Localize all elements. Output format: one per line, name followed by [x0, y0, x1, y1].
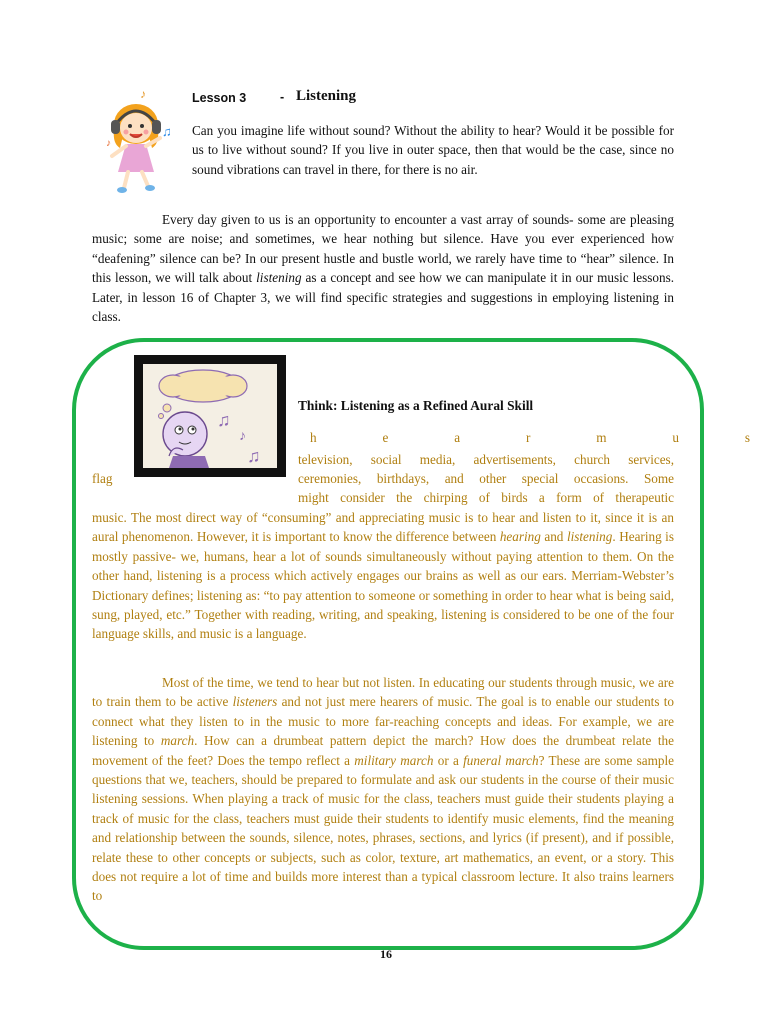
context-text-2: as a concept and see how we can manipulate it in our music lessons. Later, in lesson 16 of Chapter 3, we will find specific strategies and suggestions in employing listening in class. [92, 270, 674, 325]
context-paragraph [92, 210, 674, 326]
second-emphasis-funeral-march: funeral march [463, 752, 539, 768]
lesson-heading [192, 88, 672, 110]
svg-text:♫: ♫ [162, 124, 172, 139]
second-emphasis-military-march: military march [354, 752, 434, 768]
svg-text:♪: ♪ [239, 429, 246, 444]
spread-letter: u [672, 430, 679, 445]
main-emphasis-listening: listening [566, 529, 613, 545]
lesson-title: Listening [296, 88, 357, 104]
spread-letter: e [382, 430, 389, 445]
spread-letter: h [310, 430, 317, 445]
lesson-label: Lesson 3 [192, 91, 247, 105]
svg-text:♪: ♪ [106, 138, 111, 149]
context-emphasis: listening [256, 270, 302, 286]
main-text-3: . Hearing is mostly passive- we, humans, hear a lot of sounds simultaneously without paying attention to them. On the other hand, listening is a process which actively engages our brains as well as our ears. Merriam-Webster’s Dictionary defines; listening as: “to pay attention to someone or something in order to hear what is being said, sung, played, etc.” Together with reading, writing, and speaking, listening is considered to be one of the four language skills, and music is a language. [92, 529, 674, 642]
man-listening-to-music-thought-bubble-icon [134, 355, 286, 477]
second-text-4: or a [433, 752, 464, 768]
main-text-2: and [540, 529, 567, 545]
flag-word: flag [92, 471, 113, 486]
think-second-paragraph [92, 673, 674, 906]
spread-letter: s [744, 430, 750, 445]
svg-text:♪: ♪ [140, 87, 146, 101]
spread-letter: a [454, 430, 461, 445]
second-text-5: ? These are some sample questions that we, teachers, should be prepared to formulate and ask our students in the course of their music listening sessions. When playing a track of music for the class, teachers must guide their students playing a track of music for the class, teachers must guide their students to identify music elements, find the meaning and relationship between the sounds, silence, notes, phrases, sections, and lyrics (if present), and if possible, relate these to other concepts or subjects, such as color, texture, art mathematics, an event, or a story. This does not require a lot of time and builds more interest than a typical classroom lecture. It also trains learners to [92, 752, 674, 904]
svg-text:♫: ♫ [247, 446, 261, 466]
think-main-paragraph [92, 508, 674, 644]
main-emphasis-hearing: hearing [499, 529, 541, 545]
spread-letter-line [310, 430, 750, 450]
side-text-line-3: might consider the chirping of birds a form of therapeutic [298, 490, 674, 505]
lesson-dash: - [280, 90, 285, 104]
side-text-line-2: ceremonies, birthdays, and other special occasions. Some [298, 471, 674, 486]
second-text-1: Most of the time, we tend to hear but not listen. In educating our students through music, we are to train them to be active [92, 675, 674, 710]
spread-letter: m [596, 430, 607, 445]
page-number: 16 [380, 947, 392, 961]
context-text-1: Every day given to us is an opportunity to encounter a vast array of sounds- some are pleasing music; some are noise; and sometimes, we hear nothing but silence. Have you ever experienced how “deafening” silence can be? In our present hustle and bustle world, we rarely have time to “hear” silence. In this lesson, we will talk about [92, 212, 674, 286]
side-text-line-1: television, social media, advertisements, church services, [298, 452, 674, 467]
intro-paragraph: Can you imagine life without sound? Without the ability to hear? Would it be possible for us to live without sound? If you live in outer space, then that would be the case, since no sound vibrations can travel in there, for there is no air. [192, 123, 674, 177]
spread-letter: r [525, 430, 531, 445]
think-heading: Think: Listening as a Refined Aural Skill [298, 398, 534, 413]
second-text-3: . How can a drumbeat pattern depict the march? How does the drumbeat relate the movement of the feet? Does the tempo reflect a [92, 733, 674, 768]
second-text-2: and not just mere hearers of music. The goal is to enable our students to connect what they listen to in the music to more far-reaching concepts and ideas. For example, we are listening to [92, 694, 675, 749]
svg-text:♫: ♫ [217, 410, 231, 430]
second-emphasis-listeners: listeners [232, 694, 278, 710]
main-text-1: music. The most direct way of “consuming” and appreciating music is to hear and listen to it, since it is an aural phenomenon. However, it is important to know the difference between [92, 510, 674, 545]
girl-with-headphones-icon [100, 86, 186, 198]
second-emphasis-march: march [160, 733, 195, 749]
